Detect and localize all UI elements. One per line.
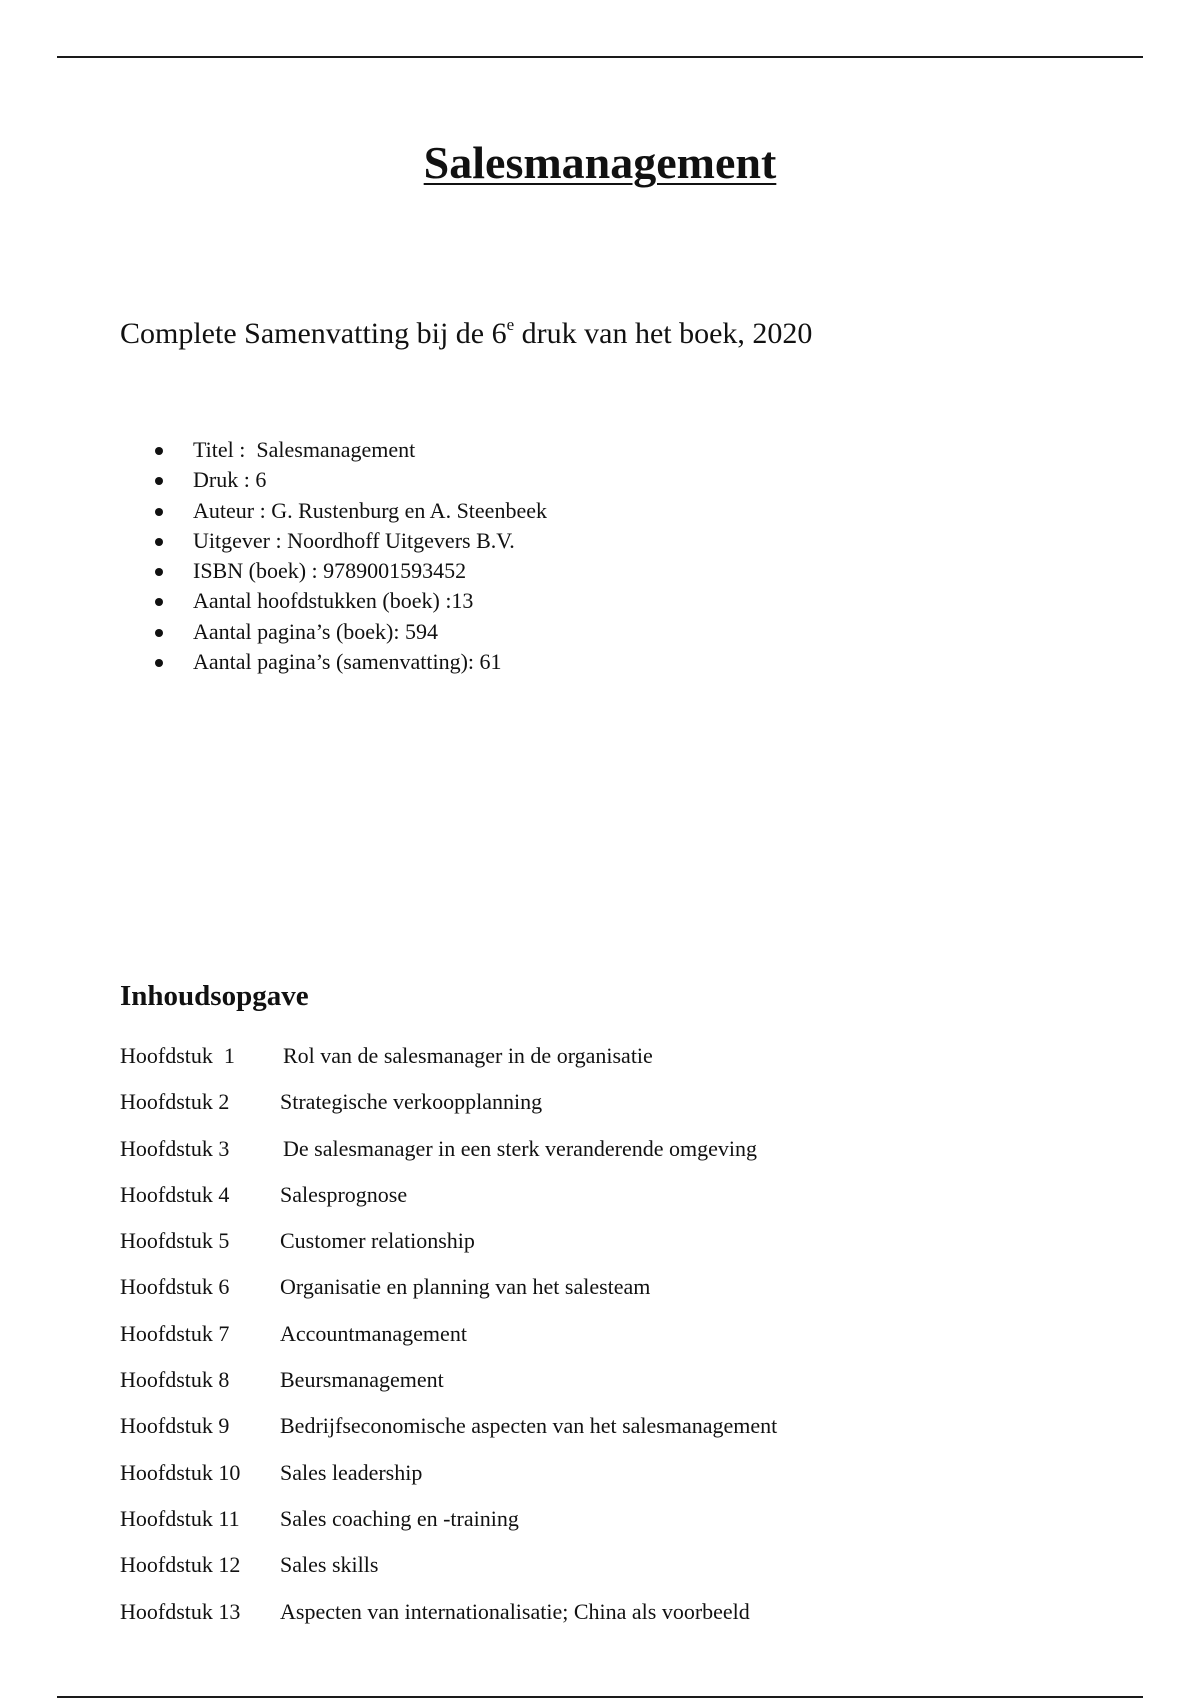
chapter-number: Hoofdstuk 11 [120,1505,240,1531]
bottom-rule [57,1696,1143,1698]
bullet-icon [155,659,163,667]
bullet-icon [155,447,163,455]
chapter-title: Organisatie en planning van het salesteam [280,1274,651,1300]
subtitle-superscript: e [506,315,515,334]
top-rule [57,56,1143,58]
bullet-icon [155,568,163,576]
chapter-title: Accountmanagement [280,1320,467,1346]
chapter-number: Hoofdstuk 2 [120,1089,230,1115]
detail-text: ISBN (boek) : 9789001593452 [193,558,467,584]
bullet-icon [155,598,163,606]
subtitle-text-end: druk van het boek, 2020 [514,317,813,350]
chapter-number: Hoofdstuk 4 [120,1181,230,1207]
document-title: Salesmanagement [423,137,777,188]
bullet-icon [155,508,163,516]
detail-text: Aantal pagina’s (samenvatting): 61 [193,649,502,675]
detail-text: Aantal hoofdstukken (boek) :13 [193,588,474,614]
chapter-number: Hoofdstuk 13 [120,1598,241,1624]
chapter-title: Sales coaching en -training [280,1505,519,1531]
detail-text: Auteur : G. Rustenburg en A. Steenbeek [193,497,547,523]
chapter-number: Hoofdstuk 6 [120,1274,230,1300]
detail-text: Titel : Salesmanagement [193,437,416,462]
chapter-number: Hoofdstuk 3 [120,1135,230,1161]
chapter-title: Sales skills [280,1552,379,1578]
chapter-title: Sales leadership [280,1459,423,1485]
document-subtitle [120,316,812,352]
chapter-number: Hoofdstuk 5 [120,1228,230,1254]
toc-heading: Inhoudsopgave [120,980,309,1012]
subtitle-text: Complete Samenvatting bij de 6 [120,317,507,350]
chapter-number: Hoofdstuk 8 [120,1367,230,1393]
bullet-icon [155,629,163,637]
chapter-number: Hoofdstuk 7 [120,1320,230,1346]
chapter-title: De salesmanager in een sterk veranderende omgeving [283,1135,758,1161]
chapter-number: Hoofdstuk 12 [120,1552,241,1578]
chapter-title: Beursmanagement [280,1367,444,1393]
chapter-number: Hoofdstuk 9 [120,1413,230,1439]
chapter-title: Customer relationship [280,1228,475,1254]
bullet-icon [155,538,163,546]
chapter-number: Hoofdstuk 10 [120,1459,241,1485]
chapter-title: Salesprognose [280,1181,408,1207]
chapter-number: Hoofdstuk 1 [120,1043,235,1068]
chapter-title: Bedrijfseconomische aspecten van het salesmanagement [280,1413,778,1439]
chapter-title: Strategische verkoopplanning [280,1089,543,1115]
detail-text: Aantal pagina’s (boek): 594 [193,618,438,644]
detail-text: Uitgever : Noordhoff Uitgevers B.V. [193,527,515,553]
bullet-icon [155,477,163,485]
chapter-title: Aspecten van internationalisatie; China als voorbeeld [280,1598,750,1624]
chapter-title: Rol van de salesmanager in de organisatie [283,1043,653,1068]
detail-text: Druk : 6 [193,467,267,493]
